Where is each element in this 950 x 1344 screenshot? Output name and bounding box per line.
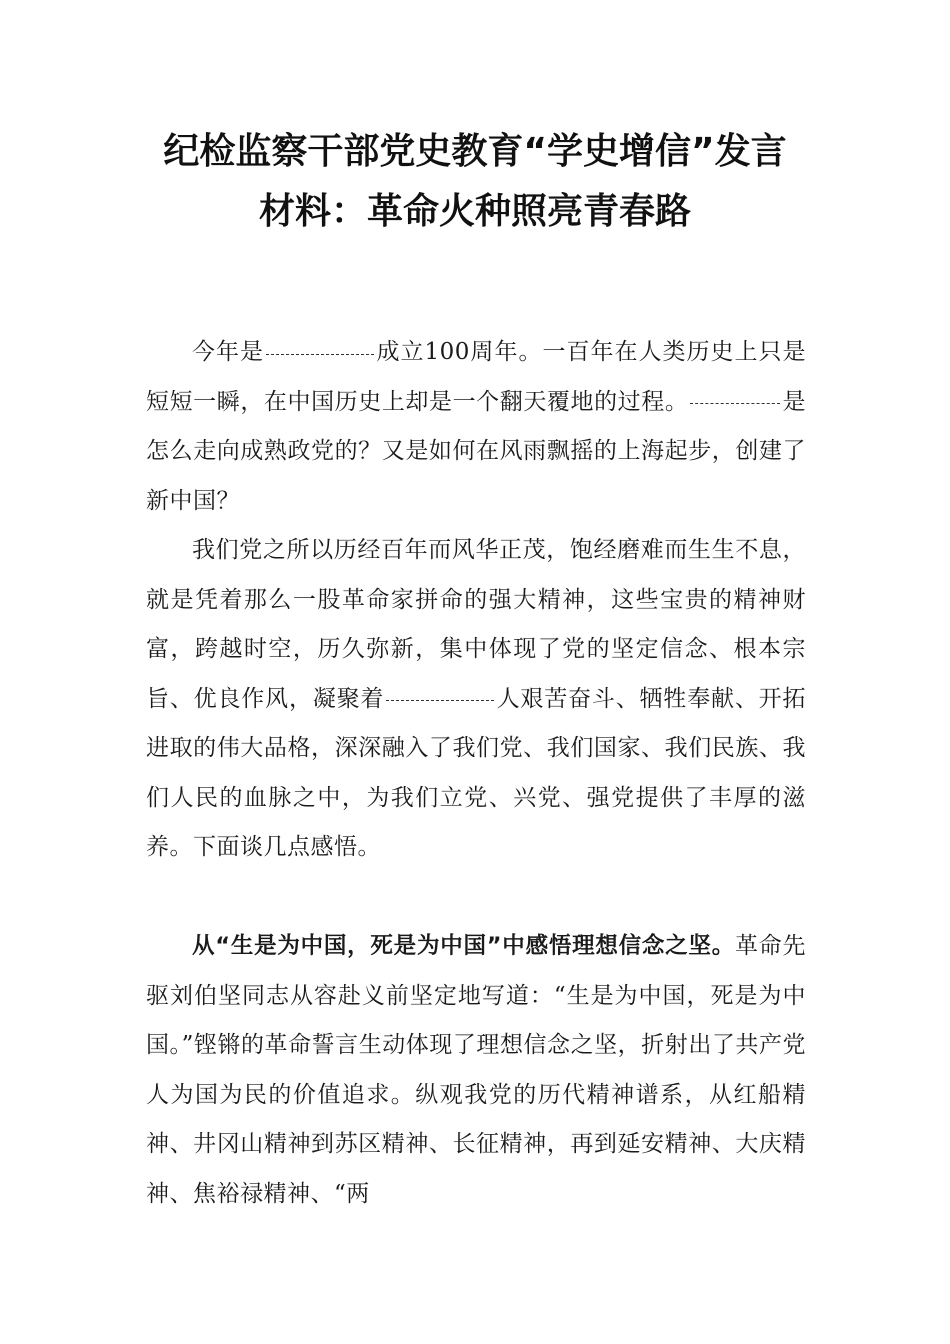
document-title: [120, 122, 830, 242]
section-heading: 从“生是为中国，死是为中国”中感悟理想信念之坚。: [192, 933, 735, 959]
paragraph-1-text-c: 是怎么走向成熟政党的？又是如何在风雨飘摇的上海起步，创建了新中国？: [146, 388, 807, 514]
paragraph-spacer: [146, 873, 806, 923]
paragraph-2-text-a: 我们党之所以历经百年而风华正茂，饱经磨难而生生不息，就是凭着那么一股革命家拼命的强大精神，这些宝贵的精神财富，跨越时空，历久弥新，集中体现了党的坚定信念、根本宗旨、优良作风，凝聚着: [146, 537, 806, 712]
paragraph-3: [146, 922, 806, 1219]
paragraph-1-text-b: 成立100周年。一百年在人类历史上只是短短一瞬，在中国历史上却是一个翻天覆地的过程。: [146, 339, 806, 415]
paragraph-3-text: 革命先驱刘伯坚同志从容赴义前坚定地写道：“生是为中国，死是为中国。”铿锵的革命誓言生动体现了理想信念之坚，折射出了共产党人为国为民的价值追求。纵观我党的历代精神谱系，从红船精神、井冈山精神到苏区精神、长征精神，再到延安精神、大庆精神、焦裕禄精神、“两: [146, 933, 807, 1207]
title-line-2: 材料：革命火种照亮青春路: [258, 191, 691, 232]
paragraph-2-text-b: 人艰苦奋斗、牺牲奉献、开拓进取的伟大品格，深深融入了我们党、我们国家、我们民族、我们人民的血脉之中，为我们立党、兴党、强党提供了丰厚的滋养。下面谈几点感悟。: [146, 685, 807, 860]
fill-blank: [386, 698, 494, 701]
fill-blank: [266, 352, 374, 355]
paragraph-1: [146, 328, 806, 526]
paragraph-2: [146, 526, 806, 873]
document-body: [146, 328, 806, 1219]
paragraph-1-text-a: 今年是: [192, 339, 265, 365]
title-line-1: 纪检监察干部党史教育“学史增信”发言: [163, 131, 787, 172]
fill-blank: [690, 401, 780, 404]
